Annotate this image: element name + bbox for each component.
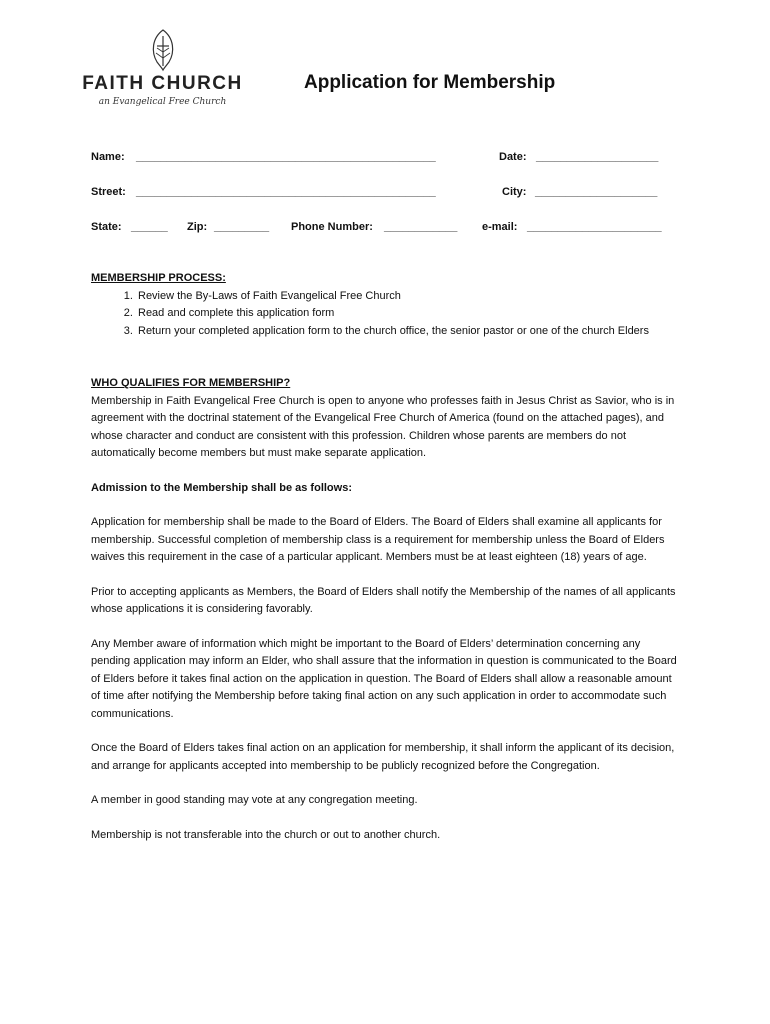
logo-tagline: an Evangelical Free Church [98,97,227,107]
page-title: Application for Membership [304,72,556,93]
church-logo [70,28,255,120]
logo-name: FAITH CHURCH [82,73,243,94]
phone-field[interactable]: ____________ [384,221,458,233]
zip-label: Zip: [187,221,208,233]
city-field[interactable]: ____________________ [535,186,658,198]
zip-field[interactable]: _________ [214,221,270,233]
process-step: 2. Read and complete this application form [136,305,681,323]
qualifies-heading: WHO QUALIFIES FOR MEMBERSHIP? [91,377,291,389]
date-label: Date: [499,151,527,163]
street-label: Street: [91,186,126,198]
street-field[interactable]: _________________________________________________ [136,186,436,198]
admission-paragraph: Prior to accepting applicants as Members, the Board of Elders shall notify the Membership of the names of all applicants whose applications it is considering favorably. [91,585,676,615]
document-body [91,270,681,844]
city-label: City: [502,186,527,198]
email-field[interactable]: ______________________ [527,221,662,233]
form-row-name [91,151,681,169]
phone-label: Phone Number: [291,221,373,233]
state-label: State: [91,221,122,233]
process-step: 1. Review the By-Laws of Faith Evangelical Free Church [136,288,681,306]
qualifies-text: Membership in Faith Evangelical Free Church is open to anyone who professes faith in Jesus Christ as Savior, who is in agreement with the doctrinal statement of the Evangelical Free Church of America (found on the attached pages), and whose character and conduct are consistent with this profession. Children whose parents are members do not automatically become members but must make separate application. [91,394,675,459]
process-step: 3. Return your completed application form to the church office, the senior pastor or one of the church Elders [136,323,681,341]
admission-heading: Admission to the Membership shall be as follows: [91,481,352,494]
admission-paragraph: Any Member aware of information which might be important to the Board of Elders’ determination concerning any pending application may inform an Elder, who shall assure that the information in question is communicated to the Board of Elders before it takes final action on the application in question. The Board of Elders shall allow a reasonable amount of time after notifying the Membership before taking final action on any such application in order to accommodate such communications. [91,637,677,720]
form-row-contact [91,221,681,239]
process-heading: MEMBERSHIP PROCESS: [91,272,226,284]
admission-paragraph: Once the Board of Elders takes final action on an application for membership, it shall inform the applicant of its decision, and arrange for applicants accepted into membership to be publicly recognized before the Congregation. [91,742,675,772]
date-field[interactable]: ____________________ [536,151,659,163]
leaf-cross-icon [148,28,178,72]
email-label: e-mail: [482,221,518,233]
admission-paragraph: Application for membership shall be made to the Board of Elders. The Board of Elders shall examine all applicants for membership. Successful completion of membership class is a requirement for membership unless the Board of Elders waives this requirement in the case of a particular applicant. Members must be at least eighteen (18) years of age. [91,516,665,563]
admission-paragraph: Membership is not transferable into the church or out to another church. [91,828,441,841]
name-label: Name: [91,151,125,163]
name-field[interactable]: _________________________________________________ [136,151,436,163]
form-row-street [91,186,681,204]
admission-paragraph: A member in good standing may vote at any congregation meeting. [91,794,418,806]
process-steps [91,288,681,341]
state-field[interactable]: ______ [131,221,168,233]
